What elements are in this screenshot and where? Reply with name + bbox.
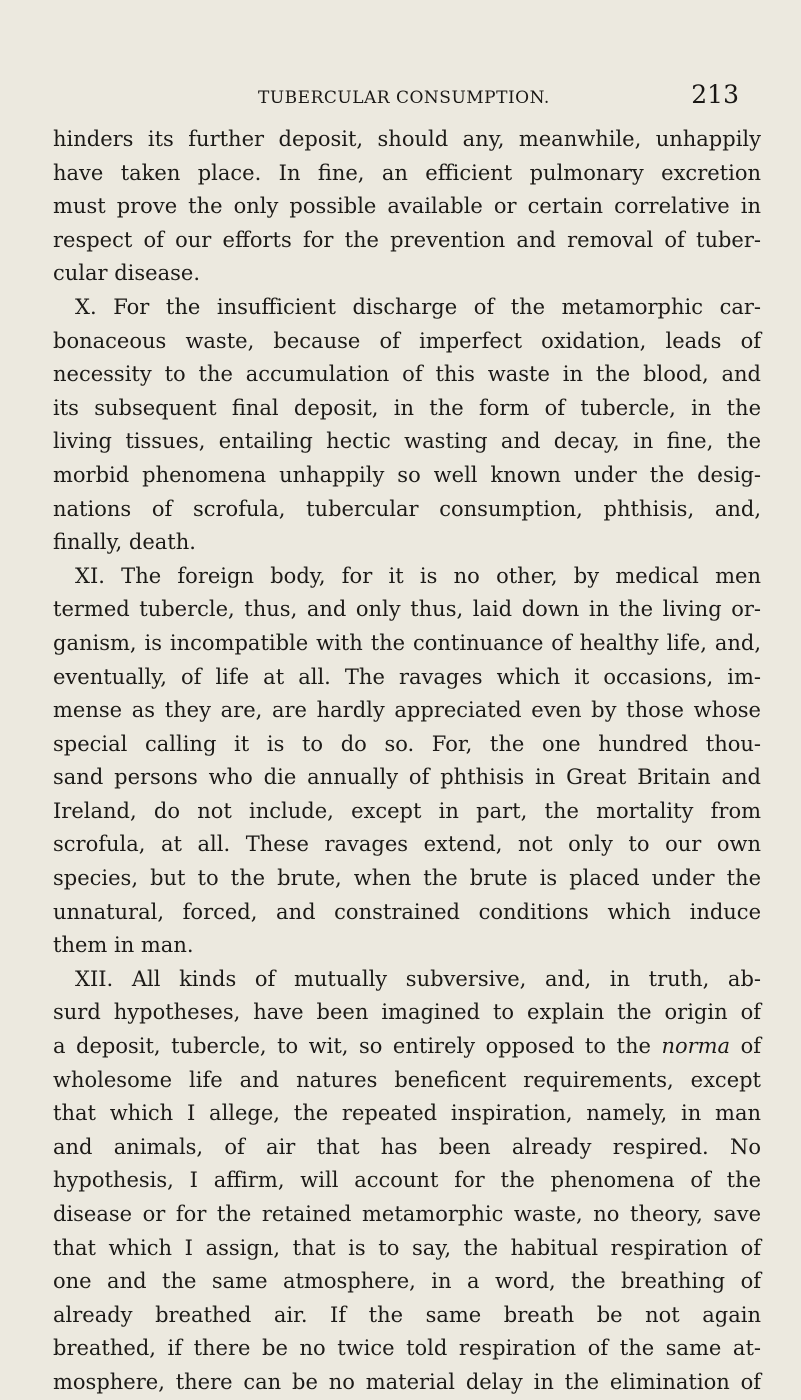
text-line: eventually, of life at all. The ravages which it occasions, im- (53, 664, 761, 689)
text-line: that which I assign, that is to say, the habitual respiration of (53, 1235, 761, 1260)
text-line: bonaceous waste, because of imperfect oxidation, leads of (53, 328, 761, 353)
text-line: living tissues, entailing hectic wasting and decay, in fine, the (53, 429, 761, 454)
text-line: must prove the only possible available or certain correlative in (53, 194, 761, 219)
text-line: disease or for the retained metamorphic waste, no theory, save (53, 1202, 761, 1226)
text-line: mense as they are, are hardly appreciated even by those whose (53, 698, 761, 723)
text-line: mosphere, there can be no material delay in the elimination of (53, 1369, 761, 1394)
text-line: necessity to the accumulation of this waste in the blood, and (53, 362, 761, 387)
page-number: 213 (691, 80, 739, 109)
running-title: TUBERCULAR CONSUMPTION. (258, 88, 550, 108)
text-line: already breathed air. If the same breath be not again (53, 1302, 761, 1327)
text-line: and animals, of air that has been already respired. No (53, 1134, 761, 1159)
text-line-with-italic (53, 1030, 761, 1064)
text-line: nations of scrofula, tubercular consumption, phthisis, and, (53, 496, 761, 521)
text-line: breathed, if there be no twice told respiration of the same at- (53, 1336, 761, 1361)
text-line: one and the same atmosphere, in a word, the breathing of (53, 1269, 761, 1294)
text-line: sand persons who die annually of phthisis in Great Britain and (53, 765, 761, 790)
text-line: species, but to the brute, when the brute is placed under the (53, 866, 761, 891)
text-line: X. For the insufficient discharge of the metamorphic car- (75, 294, 761, 319)
text-line: that which I allege, the repeated inspiration, namely, in man (53, 1101, 761, 1126)
text-line: wholesome life and natures beneficent requirements, except (53, 1067, 761, 1092)
text-line: surd hypotheses, have been imagined to explain the origin of (53, 1000, 761, 1025)
text-line: hinders its further deposit, should any, meanwhile, unhappily (53, 127, 761, 151)
body-text (53, 123, 761, 1400)
text-line: Ireland, do not include, except in part, the mortality from (53, 798, 761, 823)
text-line: cular disease. (53, 261, 200, 286)
text-line: finally, death. (53, 530, 196, 555)
text-line: them in man. (53, 933, 194, 958)
text-line: its subsequent final deposit, in the form of tubercle, in the (53, 395, 761, 420)
italic-term: norma (661, 1034, 731, 1059)
text-line: unnatural, forced, and constrained conditions which induce (53, 899, 761, 924)
text-fragment: of (730, 1034, 762, 1059)
text-line: special calling it is to do so. For, the one hundred thou- (53, 731, 761, 756)
text-line: termed tubercle, thus, and only thus, laid down in the living or- (53, 597, 761, 622)
text-line: ganism, is incompatible with the continuance of healthy life, and, (53, 630, 761, 655)
text-line: have taken place. In fine, an efficient pulmonary excretion (53, 160, 761, 185)
text-line: morbid phenomena unhappily so well known under the desig- (53, 462, 761, 487)
text-fragment: a deposit, tubercle, to wit, so entirely opposed to the (53, 1034, 662, 1059)
text-line: XI. The foreign body, for it is no other, by medical men (75, 563, 761, 588)
text-line: hypothesis, I affirm, will account for the phenomena of the (53, 1168, 761, 1193)
text-line: scrofula, at all. These ravages extend, not only to our own (53, 832, 761, 857)
text-line: respect of our efforts for the prevention and removal of tuber- (53, 227, 761, 252)
text-line: XII. All kinds of mutually subversive, and, in truth, ab- (75, 966, 761, 991)
